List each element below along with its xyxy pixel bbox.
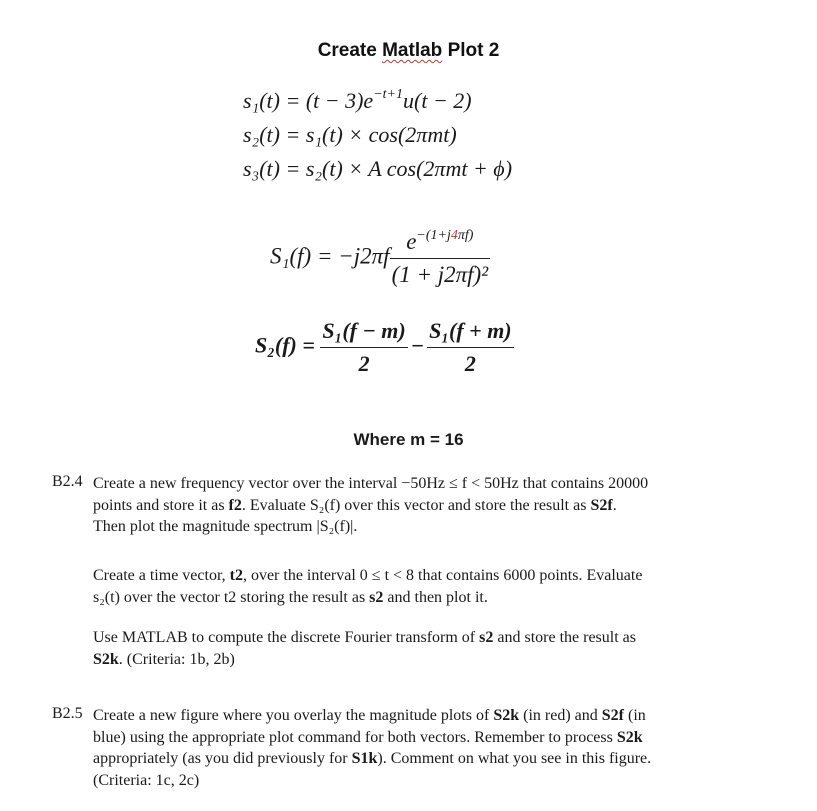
equation-S1f-e: e — [406, 229, 417, 254]
equation-S1f-numerator — [390, 228, 491, 258]
text-span: and store the result as — [493, 629, 636, 646]
text-span: appropriately (as you did previously for — [93, 750, 352, 767]
fraction-2-denominator: 2 — [427, 347, 514, 377]
bold-f2: f2 — [228, 496, 242, 514]
b25-line-3 — [93, 748, 773, 770]
text-span: . Evaluate S₂(f) over this vector and store the result as — [241, 496, 591, 514]
equation-S1f-exponent — [416, 228, 473, 243]
title-suffix: Plot 2 — [442, 40, 500, 61]
b24-p3-line-2 — [93, 649, 773, 671]
text-span: Create a new figure where you overlay the magnitude plots of — [93, 707, 494, 724]
bold-t2: t2 — [229, 567, 243, 584]
equation-s1-exponent: −t+1 — [373, 87, 403, 102]
b24-label: B2.4 — [52, 473, 83, 490]
bold-s2: s2 — [479, 629, 494, 646]
exponent-part-b: πf) — [457, 228, 474, 243]
equation-s3: s₃(t) = s₂(t) × A cos(2πmt + ϕ) — [243, 156, 513, 181]
b25-line-2 — [93, 727, 773, 749]
b25-line-1 — [93, 705, 773, 727]
text-span: (in red) and — [519, 707, 602, 724]
title-matlab-word: Matlab — [382, 40, 443, 61]
text-span: points and store it as — [93, 496, 229, 514]
text-span: Create a time vector, — [93, 567, 230, 584]
b24-p1-line-2 — [93, 495, 773, 517]
text-span: . — [612, 496, 617, 514]
b25-paragraph — [93, 705, 773, 791]
text-span: , over the interval 0 ≤ t < 8 that contains 6000 points. Evaluate — [242, 567, 643, 584]
fraction-2-numerator: S₁(f + m) — [429, 318, 512, 343]
text-span: and then plot it. — [383, 588, 488, 606]
equation-s1-main: s₁(t) = (t − 3)e — [243, 88, 374, 113]
equation-S2f-lhs: S₂(f) = — [255, 332, 315, 358]
b24-p1-line-3: Then plot the magnitude spectrum |S₂(f)|. — [93, 518, 358, 535]
equation-S2f-fraction-1 — [320, 318, 407, 377]
equation-S2f-fraction-2 — [427, 318, 514, 377]
exponent-red-digit: 4 — [450, 228, 458, 243]
b24-paragraph-1 — [93, 473, 773, 538]
fraction-1-numerator: S₁(f − m) — [322, 318, 406, 343]
equation-S1f-denominator: (1 + j2πf)² — [390, 258, 491, 288]
bold-s2: s2 — [369, 588, 384, 606]
title-prefix: Create — [317, 40, 383, 61]
b25-label: B2.5 — [52, 705, 83, 722]
b25-line-4: (Criteria: 1c, 2c) — [93, 771, 200, 789]
text-span: blue) using the appropriate plot command for both vectors. Remember to process — [93, 728, 617, 746]
equation-S2f-minus: − — [410, 332, 425, 358]
page-title — [0, 40, 817, 62]
bold-S1k: S1k — [351, 750, 378, 767]
bold-S2f: S2f — [590, 496, 613, 514]
equation-s1 — [243, 88, 472, 112]
bold-S2k: S2k — [616, 728, 643, 746]
equation-s2: s₂(t) = s₁(t) × cos(2πmt) — [243, 122, 457, 147]
where-m-value: Where m = 16 — [353, 430, 464, 449]
equation-s1-tail: u(t − 2) — [403, 88, 472, 113]
bold-S2k: S2k — [93, 650, 119, 668]
fraction-1-denominator: 2 — [320, 347, 407, 377]
b24-p2-line-2 — [93, 587, 773, 609]
bold-S2f: S2f — [601, 707, 624, 724]
equation-S1f-fraction — [390, 228, 491, 288]
text-span: s₂(t) over the vector t2 storing the result as — [93, 588, 370, 606]
equation-S2f — [255, 318, 514, 377]
text-span: . (Criteria: 1b, 2b) — [118, 650, 235, 668]
b24-p1-line-1: Create a new frequency vector over the interval −50Hz ≤ f < 50Hz that contains 20000 — [93, 475, 649, 492]
b24-paragraph-3 — [93, 627, 773, 670]
bold-S2k: S2k — [493, 707, 520, 724]
equation-S1f — [270, 228, 490, 288]
b24-p3-line-1 — [93, 627, 773, 649]
b24-p2-line-1 — [93, 565, 773, 587]
equation-S1f-lhs: S₁(f) = −j2πf — [270, 243, 390, 269]
text-span: Use MATLAB to compute the discrete Fourier transform of — [93, 629, 480, 646]
exponent-part-a: −(1+j — [416, 228, 451, 243]
text-span: (in — [623, 707, 646, 724]
text-span: ). Comment on what you see in this figure. — [377, 750, 652, 767]
b24-paragraph-2 — [93, 565, 773, 608]
